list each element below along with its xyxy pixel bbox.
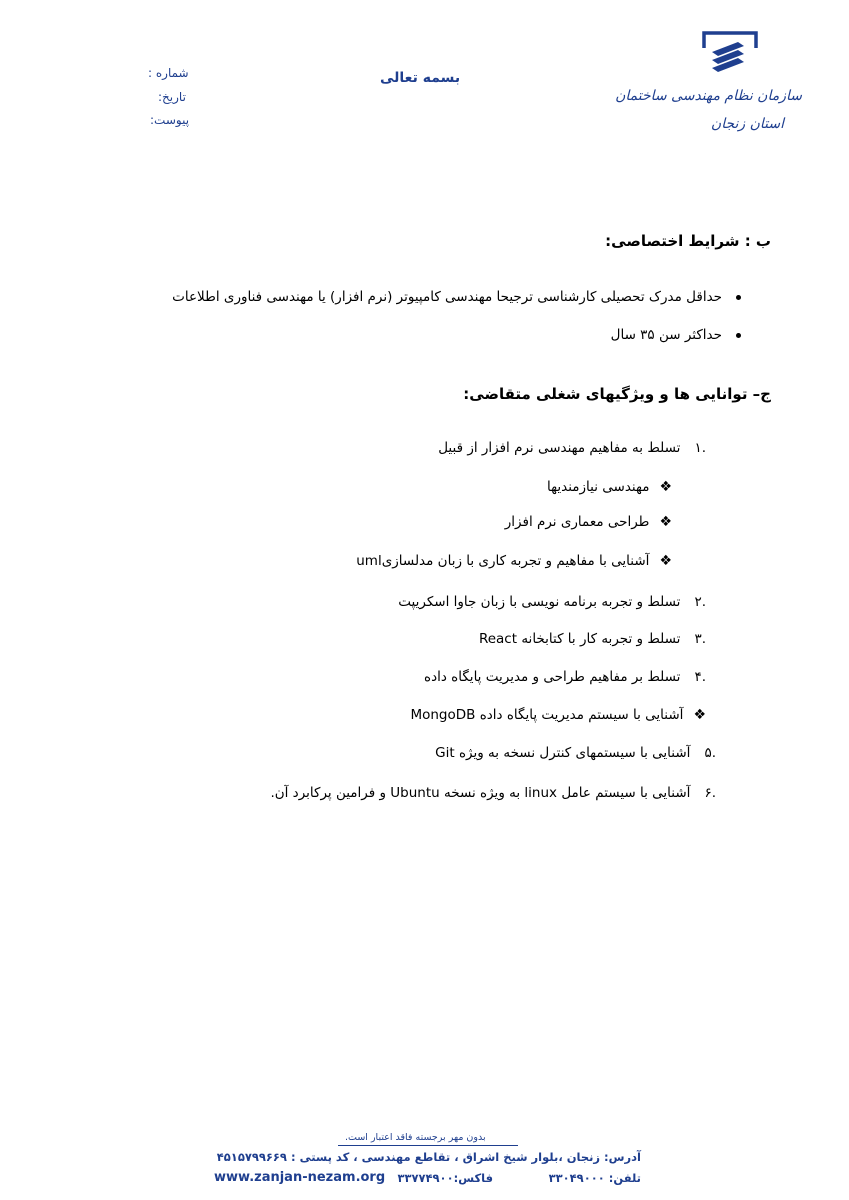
section-b-title: ب : شرایط اختصاصی:	[605, 232, 771, 250]
list-item-text: آشنایی با سیستم عامل linux به ویژه نسخه Ubuntu و فرامین پرکابرد آن.	[270, 785, 691, 801]
footer-website[interactable]: www.zanjan-nezam.org	[214, 1170, 386, 1185]
section-c-sub-item	[505, 514, 672, 530]
list-item-text: تسلط و تجربه کار با کتابخانه React	[478, 631, 681, 647]
section-c-item-6	[270, 785, 716, 801]
section-c-item-1	[438, 440, 706, 456]
stamp-validity-note: بدون مهر برجسته فاقد اعتبار است.	[345, 1132, 486, 1143]
list-number: .۱	[694, 440, 706, 456]
list-item-text: تسلط به مفاهیم مهندسی نرم افزار از قبیل	[438, 440, 681, 456]
section-c-item-3	[479, 631, 706, 647]
letter-date-label: تاریخ:	[158, 90, 186, 104]
list-number: .۳	[694, 631, 706, 647]
list-item-text: حداکثر سن ۳۵ سال	[610, 327, 722, 343]
section-b-item-1	[172, 289, 741, 305]
list-item-text: آشنایی با سیستمهای کنترل نسخه به ویژه Git	[435, 745, 691, 761]
list-number: .۲	[694, 594, 706, 610]
diamond-bullet-icon: ❖	[693, 707, 706, 723]
letter-attachment-label: پیوست:	[150, 113, 190, 127]
basmala-title: بسمه تعالی	[380, 70, 461, 86]
org-name-line1: سازمان نظام مهندسی ساختمان	[615, 88, 802, 104]
footer-fax: فاکس:۳۳۷۷۴۹۰۰	[397, 1171, 493, 1185]
section-c-sub-item	[356, 553, 672, 569]
sub-item-text: طراحی معماری نرم افزار	[504, 514, 650, 530]
list-item-text: تسلط بر مفاهیم طراحی و مدیریت پایگاه داده	[424, 669, 681, 685]
bullet-icon	[736, 295, 741, 300]
footer-divider	[338, 1145, 518, 1146]
letter-number-label: شماره :	[148, 66, 189, 80]
building-logo-icon	[700, 30, 760, 80]
section-c-item-2	[398, 594, 706, 610]
list-number: .۴	[694, 669, 706, 685]
section-c-title: ج– توانایی ها و ویژگیهای شغلی متقاضی:	[463, 385, 771, 403]
footer-phone: تلفن: ۳۳۰۴۹۰۰۰	[548, 1171, 641, 1185]
list-item-text: تسلط و تجربه برنامه نویسی با زبان جاوا اسکریپت	[398, 594, 681, 610]
organization-logo	[615, 28, 802, 148]
sub-item-text: آشنایی با سیستم مدیریت پایگاه داده MongoDB	[410, 707, 684, 723]
section-c-item-4	[424, 669, 706, 685]
bullet-icon	[736, 333, 741, 338]
list-item-text: حداقل مدرک تحصیلی کارشناسی ترجیحا مهندسی کامپیوتر (نرم افزار) یا مهندسی فناوری اطلاعات	[172, 289, 722, 305]
section-c-item-5	[435, 745, 716, 761]
list-number: .۶	[704, 785, 716, 801]
diamond-bullet-icon: ❖	[659, 514, 672, 530]
list-number: .۵	[704, 745, 716, 761]
footer-address: آدرس: زنجان ،بلوار شیخ اشراق ، تقاطع مهندسی ، کد پستی : ۴۵۱۵۷۹۹۶۶۹	[216, 1150, 641, 1164]
sub-item-text: مهندسی نیازمندیها	[547, 479, 650, 495]
org-name-line2: استان زنجان	[710, 116, 784, 132]
section-c-sub-item	[410, 707, 706, 723]
diamond-bullet-icon: ❖	[659, 553, 672, 569]
sub-item-text: آشنایی با مفاهیم و تجربه کاری با زبان مدلسازیuml	[356, 553, 650, 569]
diamond-bullet-icon: ❖	[659, 479, 672, 495]
section-b-item-2	[611, 327, 741, 343]
section-c-sub-item	[547, 479, 672, 495]
